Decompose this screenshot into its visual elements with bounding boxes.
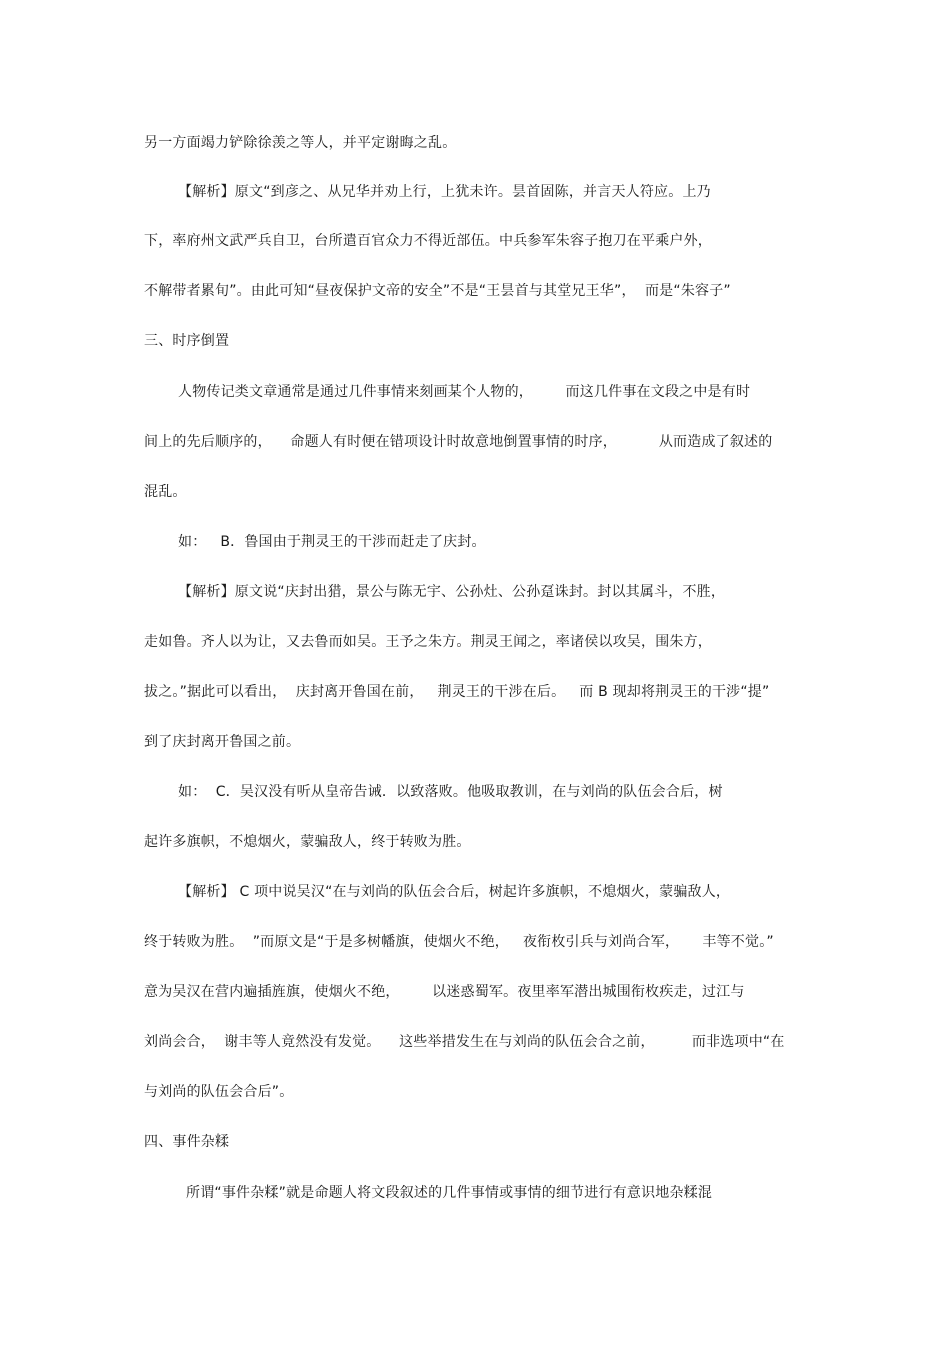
analysis-c-line-4: 刘尚会合， 谢丰等人竟然没有发觉。 这些举措发生在与刘尚的队伍会合之前， 而非选项中“在 bbox=[144, 1034, 785, 1050]
example-c-line-1: 如： C．吴汉没有听从皇帝告诫．以致落败。他吸取教训，在与刘尚的队伍会合后，树 bbox=[178, 784, 723, 800]
section3-paragraph-line-1: 人物传记类文章通常是通过几件事情来刻画某个人物的， 而这几件事在文段之中是有时 bbox=[178, 384, 751, 400]
section3-paragraph-line-3: 混乱。 bbox=[144, 484, 187, 500]
section-heading-3: 三、时序倒置 bbox=[144, 333, 230, 349]
analysis-b-line-3: 拔之。”据此可以看出， 庆封离开鲁国在前， 荆灵王的干涉在后。 而 B 现却将荆灵王的干涉“提” bbox=[144, 684, 770, 700]
analysis-c-line-2: 终于转败为胜。 ”而原文是“于是多树幡旗，使烟火不绝， 夜衔枚引兵与刘尚合军， 丰等不觉。” bbox=[144, 934, 774, 950]
analysis-b-line-2: 走如鲁。齐人以为让，又去鲁而如吴。王予之朱方。荆灵王闻之，率诸侯以攻吴，围朱方， bbox=[144, 634, 712, 650]
analysis-b-line-4: 到了庆封离开鲁国之前。 bbox=[144, 734, 301, 750]
analysis-c-line-5: 与刘尚的队伍会合后”。 bbox=[144, 1084, 294, 1100]
example-c-line-2: 起许多旗帜，不熄烟火，蒙骗敌人，终于转败为胜。 bbox=[144, 834, 471, 850]
analysis-paragraph-line-2: 下，率府州文武严兵自卫，台所遣百官众力不得近部伍。中兵参军朱容子抱刀在平乘户外， bbox=[144, 233, 712, 249]
analysis-paragraph-line-1: 【解析】原文“到彦之、从兄华并劝上行，上犹未许。昙首固陈，并言天人符应。上乃 bbox=[178, 184, 711, 200]
analysis-b-line-1: 【解析】原文说“庆封出猎，景公与陈无宇、公孙灶、公孙趸诛封。封以其属斗，不胜， bbox=[178, 584, 726, 600]
section4-paragraph-line-1: 所谓“事件杂糅”就是命题人将文段叙述的几件事情或事情的细节进行有意识地杂糅混 bbox=[186, 1185, 713, 1201]
section3-paragraph-line-2: 间上的先后顺序的， 命题人有时便在错项设计时故意地倒置事情的时序， 从而造成了叙述的 bbox=[144, 434, 773, 450]
text-line-1: 另一方面竭力铲除徐羡之等人，并平定谢晦之乱。 bbox=[144, 135, 457, 151]
analysis-c-line-1: 【解析】 C 项中说吴汉“在与刘尚的队伍会合后，树起许多旗帜，不熄烟火，蒙骗敌人， bbox=[178, 884, 731, 900]
example-b-line: 如： B．鲁国由于荆灵王的干涉而赶走了庆封。 bbox=[178, 534, 486, 550]
analysis-c-line-3: 意为吴汉在营内遍插旌旗，使烟火不绝， 以迷惑蜀军。夜里率军潜出城围衔枚疾走，过江与 bbox=[144, 984, 745, 1000]
section-heading-4: 四、事件杂糅 bbox=[144, 1134, 230, 1150]
analysis-paragraph-line-3: 不解带者累旬”。由此可知“昼夜保护文帝的安全”不是“王昙首与其堂兄王华”， 而是“朱容子” bbox=[144, 283, 731, 299]
